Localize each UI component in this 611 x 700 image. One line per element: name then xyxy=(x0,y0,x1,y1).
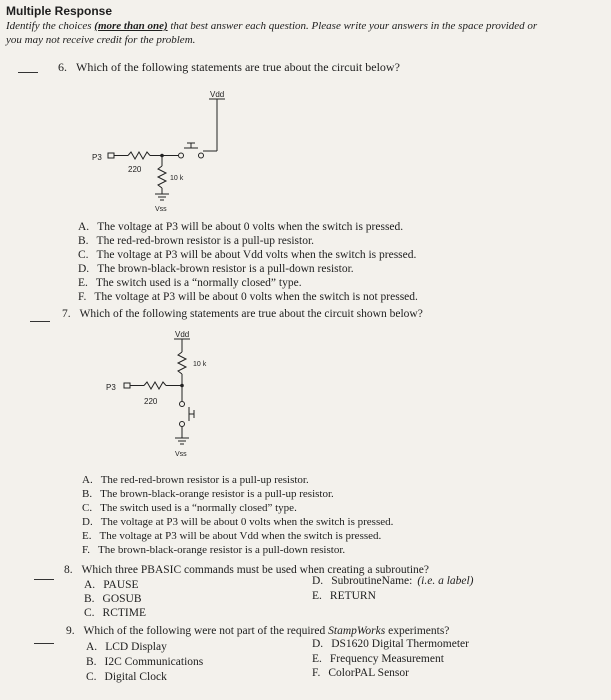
option-text: The voltage at P3 will be about 0 volts when the switch is pressed. xyxy=(97,221,404,233)
option-letter: B. xyxy=(82,488,93,500)
instructions-emphasis: (more than one) xyxy=(94,20,168,32)
option-text: The voltage at P3 will be about 0 volts when the switch is pressed. xyxy=(100,516,394,528)
question-number: 8. xyxy=(64,564,73,576)
option-text: GOSUB xyxy=(102,593,142,605)
option xyxy=(84,579,139,591)
question-emphasis: StampWorks xyxy=(328,625,386,637)
p3-label: P3 xyxy=(92,153,102,162)
vss-label: Vss xyxy=(175,451,187,458)
question-number: 9. xyxy=(66,625,75,637)
instructions-text-1: Identify the choices xyxy=(6,20,95,32)
option xyxy=(86,656,203,668)
option xyxy=(82,488,334,500)
resistor-220 xyxy=(144,382,166,389)
option-letter: E. xyxy=(82,530,92,542)
option-letter: A. xyxy=(84,579,96,591)
option-letter: D. xyxy=(78,263,90,275)
option-text: Frequency Measurement xyxy=(329,653,444,665)
option-letter: F. xyxy=(312,667,321,679)
answer-blank-q8[interactable] xyxy=(34,579,54,580)
answer-blank-q9[interactable] xyxy=(34,643,54,644)
question-9 xyxy=(66,625,449,637)
option xyxy=(312,653,444,665)
vdd-label: Vdd xyxy=(175,330,190,339)
resistor-10k xyxy=(178,352,186,374)
question-text: Which of the following statements are true about the circuit below? xyxy=(76,60,400,74)
option-letter: F. xyxy=(82,544,90,556)
option xyxy=(82,474,309,486)
option-letter: C. xyxy=(78,249,89,261)
question-text: Which of the following statements are true about the circuit shown below? xyxy=(79,308,423,320)
option-text: DS1620 Digital Thermometer xyxy=(331,638,469,650)
option xyxy=(312,575,474,587)
option-letter: C. xyxy=(82,502,93,514)
option-letter: E. xyxy=(312,653,322,665)
vss-label: Vss xyxy=(155,206,167,213)
option-text: The brown-black-orange resistor is a pull-down resistor. xyxy=(98,544,346,556)
option-letter: C. xyxy=(84,607,95,619)
option-letter: A. xyxy=(86,641,98,653)
option xyxy=(84,593,142,605)
option-text: The switch used is a “normally closed” type. xyxy=(95,277,302,289)
option-text: ColorPAL Sensor xyxy=(328,667,409,679)
option xyxy=(86,641,167,653)
option xyxy=(84,607,146,619)
switch-contact-bottom xyxy=(180,422,185,427)
option-text: Digital Clock xyxy=(104,671,167,683)
option-letter: B. xyxy=(86,656,97,668)
instructions-line2: you may not receive credit for the problem. xyxy=(6,34,196,46)
option xyxy=(82,544,345,556)
question-number: 6. xyxy=(58,60,67,74)
switch-contact-top xyxy=(180,402,185,407)
option-text: The red-red-brown resistor is a pull-up resistor. xyxy=(96,235,315,247)
option xyxy=(82,530,381,542)
option-note: (i.e. a label) xyxy=(417,575,474,587)
option-text: The brown-black-brown resistor is a pull-down resistor. xyxy=(97,263,354,275)
option-letter: C. xyxy=(86,671,97,683)
option-letter: D. xyxy=(312,575,324,587)
r2-label: 10 k xyxy=(193,361,207,368)
question-number: 7. xyxy=(62,308,71,320)
option xyxy=(82,516,393,528)
option-text: The voltage at P3 will be about Vdd when the switch is pressed. xyxy=(99,530,382,542)
p3-label: P3 xyxy=(106,383,116,392)
option xyxy=(86,671,167,683)
option-letter: E. xyxy=(78,277,88,289)
option-text: RETURN xyxy=(329,590,376,602)
option-text: The brown-black-orange resistor is a pull-up resistor. xyxy=(100,488,334,500)
option xyxy=(312,667,409,679)
option-letter: F. xyxy=(78,291,87,303)
instructions-text-2: that best answer each question. Please write your answers in the space provided or xyxy=(167,20,538,32)
option-text: RCTIME xyxy=(102,607,146,619)
option-letter: E. xyxy=(312,590,322,602)
option-letter: A. xyxy=(82,474,93,486)
option-text: The voltage at P3 will be about 0 volts when the switch is not pressed. xyxy=(94,291,418,303)
option-letter: A. xyxy=(78,221,90,233)
r1-label: 220 xyxy=(128,165,142,174)
question-text-1: Which of the following were not part of the required xyxy=(83,625,329,637)
vdd-label: Vdd xyxy=(210,90,225,99)
option-text: The voltage at P3 will be about Vdd volts when the switch is pressed. xyxy=(96,249,417,261)
option-text: The switch used is a “normally closed” type. xyxy=(100,502,297,514)
option xyxy=(82,502,297,514)
question-text-2: experiments? xyxy=(385,625,450,637)
p3-terminal xyxy=(124,383,130,388)
option xyxy=(312,638,469,650)
option-text: SubroutineName: xyxy=(331,575,413,587)
option xyxy=(312,590,376,602)
r2-label: 10 k xyxy=(170,175,184,182)
option-text: LCD Display xyxy=(105,641,167,653)
r1-label: 220 xyxy=(144,397,158,406)
option-letter: B. xyxy=(78,235,89,247)
option-letter: B. xyxy=(84,593,95,605)
option-text: I2C Communications xyxy=(104,656,204,668)
option-letter: D. xyxy=(312,638,324,650)
option-text: The red-red-brown resistor is a pull-up resistor. xyxy=(100,474,309,486)
section-title: Multiple Response xyxy=(6,4,113,18)
option-text: PAUSE xyxy=(103,579,139,591)
option-letter: D. xyxy=(82,516,93,528)
junction-dot xyxy=(180,384,184,388)
question-text: Which three PBASIC commands must be used when creating a subroutine? xyxy=(81,564,429,576)
